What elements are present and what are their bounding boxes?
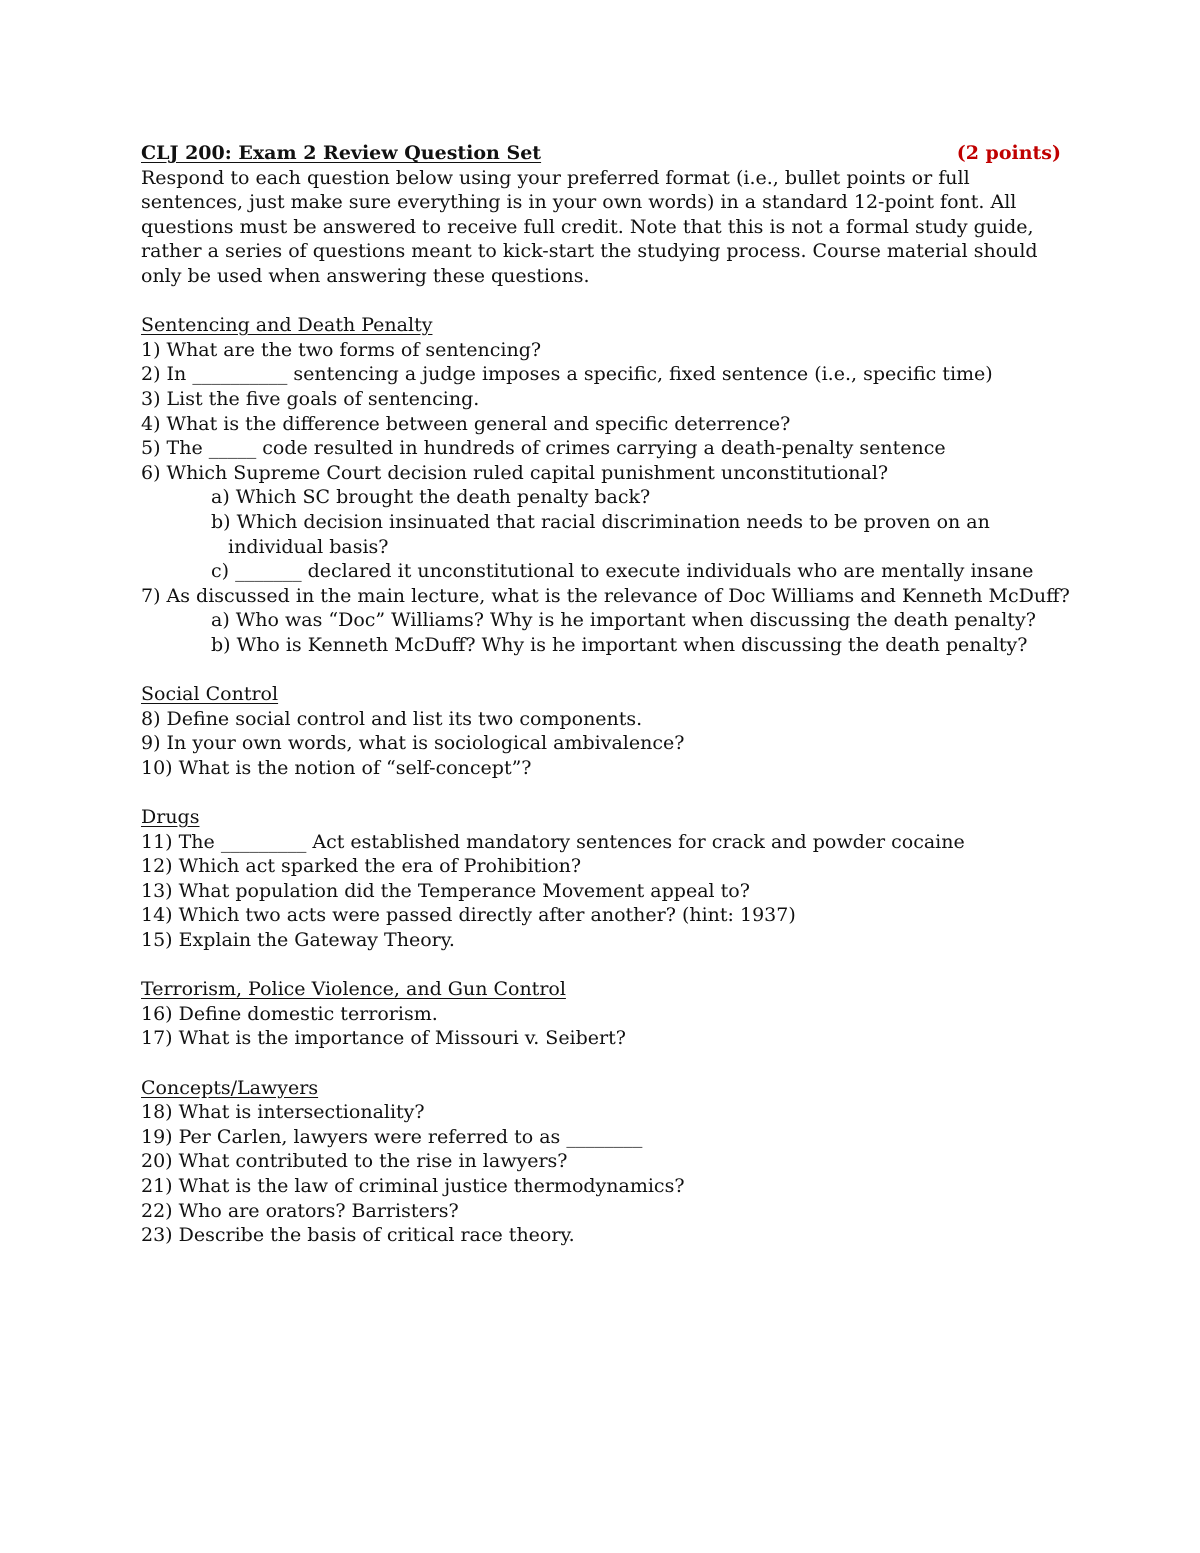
- document-page: [141, 141, 1070, 1248]
- question-3: 3) List the five goals of sentencing.: [141, 387, 480, 410]
- question-13: 13) What population did the Temperance Movement appeal to?: [141, 879, 750, 902]
- question-7a: a) Who was “Doc” Williams? Why is he important when discussing the death penalty?: [211, 609, 1036, 632]
- question-6b-line2: individual basis?: [228, 535, 389, 558]
- question-4: 4) What is the difference between general and specific deterrence?: [141, 412, 791, 435]
- question-7: 7) As discussed in the main lecture, what is the relevance of Doc Williams and Kenneth McDuff?: [141, 584, 1070, 607]
- question-17: 17) What is the importance of Missouri v. Seibert?: [141, 1027, 626, 1050]
- question-23: 23) Describe the basis of critical race theory.: [141, 1224, 575, 1247]
- question-2: 2) In __________ sentencing a judge imposes a specific, fixed sentence (i.e., specific time): [141, 363, 993, 386]
- points-label: (2 points): [956, 142, 1061, 164]
- section-heading: Concepts/Lawyers: [141, 1076, 319, 1099]
- section-terrorism: [141, 977, 1061, 1051]
- section-concepts: [141, 1076, 1061, 1248]
- question-19: 19) Per Carlen, lawyers were referred to as ________: [141, 1125, 643, 1148]
- title-row: [141, 141, 1061, 166]
- question-6b-line1: b) Which decision insinuated that racial discrimination needs to be proven on an: [211, 510, 990, 533]
- section-sentencing: [141, 313, 1070, 657]
- question-9: 9) In your own words, what is sociological ambivalence?: [141, 732, 685, 755]
- question-7b: b) Who is Kenneth McDuff? Why is he important when discussing the death penalty?: [211, 633, 1028, 656]
- section-heading: Terrorism, Police Violence, and Gun Control: [141, 978, 566, 1001]
- question-10: 10) What is the notion of “self-concept”?: [141, 756, 532, 779]
- question-11: 11) The _________ Act established mandatory sentences for crack and powder cocaine: [141, 830, 965, 853]
- question-18: 18) What is intersectionality?: [141, 1101, 425, 1124]
- question-6c: c) _______ declared it unconstitutional to execute individuals who are mentally insane: [211, 560, 1034, 583]
- question-15: 15) Explain the Gateway Theory.: [141, 929, 455, 951]
- question-5: 5) The _____ code resulted in hundreds of crimes carrying a death-penalty sentence: [141, 437, 946, 460]
- question-16: 16) Define domestic terrorism.: [141, 1002, 438, 1025]
- question-21: 21) What is the law of criminal justice thermodynamics?: [141, 1174, 685, 1197]
- question-12: 12) Which act sparked the era of Prohibition?: [141, 855, 582, 878]
- section-drugs: [141, 805, 1061, 953]
- instructions-paragraph: Respond to each question below using your preferred format (i.e., bullet points or full sentences, just make sure everything is in your own words) in a standard 12-point font. All questions must be answered to receive full credit. Note that this is not a formal study guide, rather a series of questions meant to kick-start the studying process. Course material should only be used when answering these questions.: [141, 166, 1038, 287]
- section-social-control: [141, 682, 1061, 780]
- document-title: CLJ 200: Exam 2 Review Question Set: [141, 142, 542, 164]
- question-6b: [141, 510, 1011, 559]
- section-heading: Social Control: [141, 683, 279, 706]
- question-8: 8) Define social control and list its two components.: [141, 707, 643, 730]
- question-20: 20) What contributed to the rise in lawyers?: [141, 1150, 568, 1173]
- question-6a: a) Which SC brought the death penalty back?: [211, 486, 651, 509]
- question-14: 14) Which two acts were passed directly after another? (hint: 1937): [141, 904, 796, 927]
- section-heading: Sentencing and Death Penalty: [141, 314, 433, 337]
- question-22: 22) Who are orators? Barristers?: [141, 1199, 459, 1222]
- question-6: 6) Which Supreme Court decision ruled capital punishment unconstitutional?: [141, 461, 889, 484]
- question-1: 1) What are the two forms of sentencing?: [141, 338, 542, 361]
- section-heading: Drugs: [141, 806, 200, 829]
